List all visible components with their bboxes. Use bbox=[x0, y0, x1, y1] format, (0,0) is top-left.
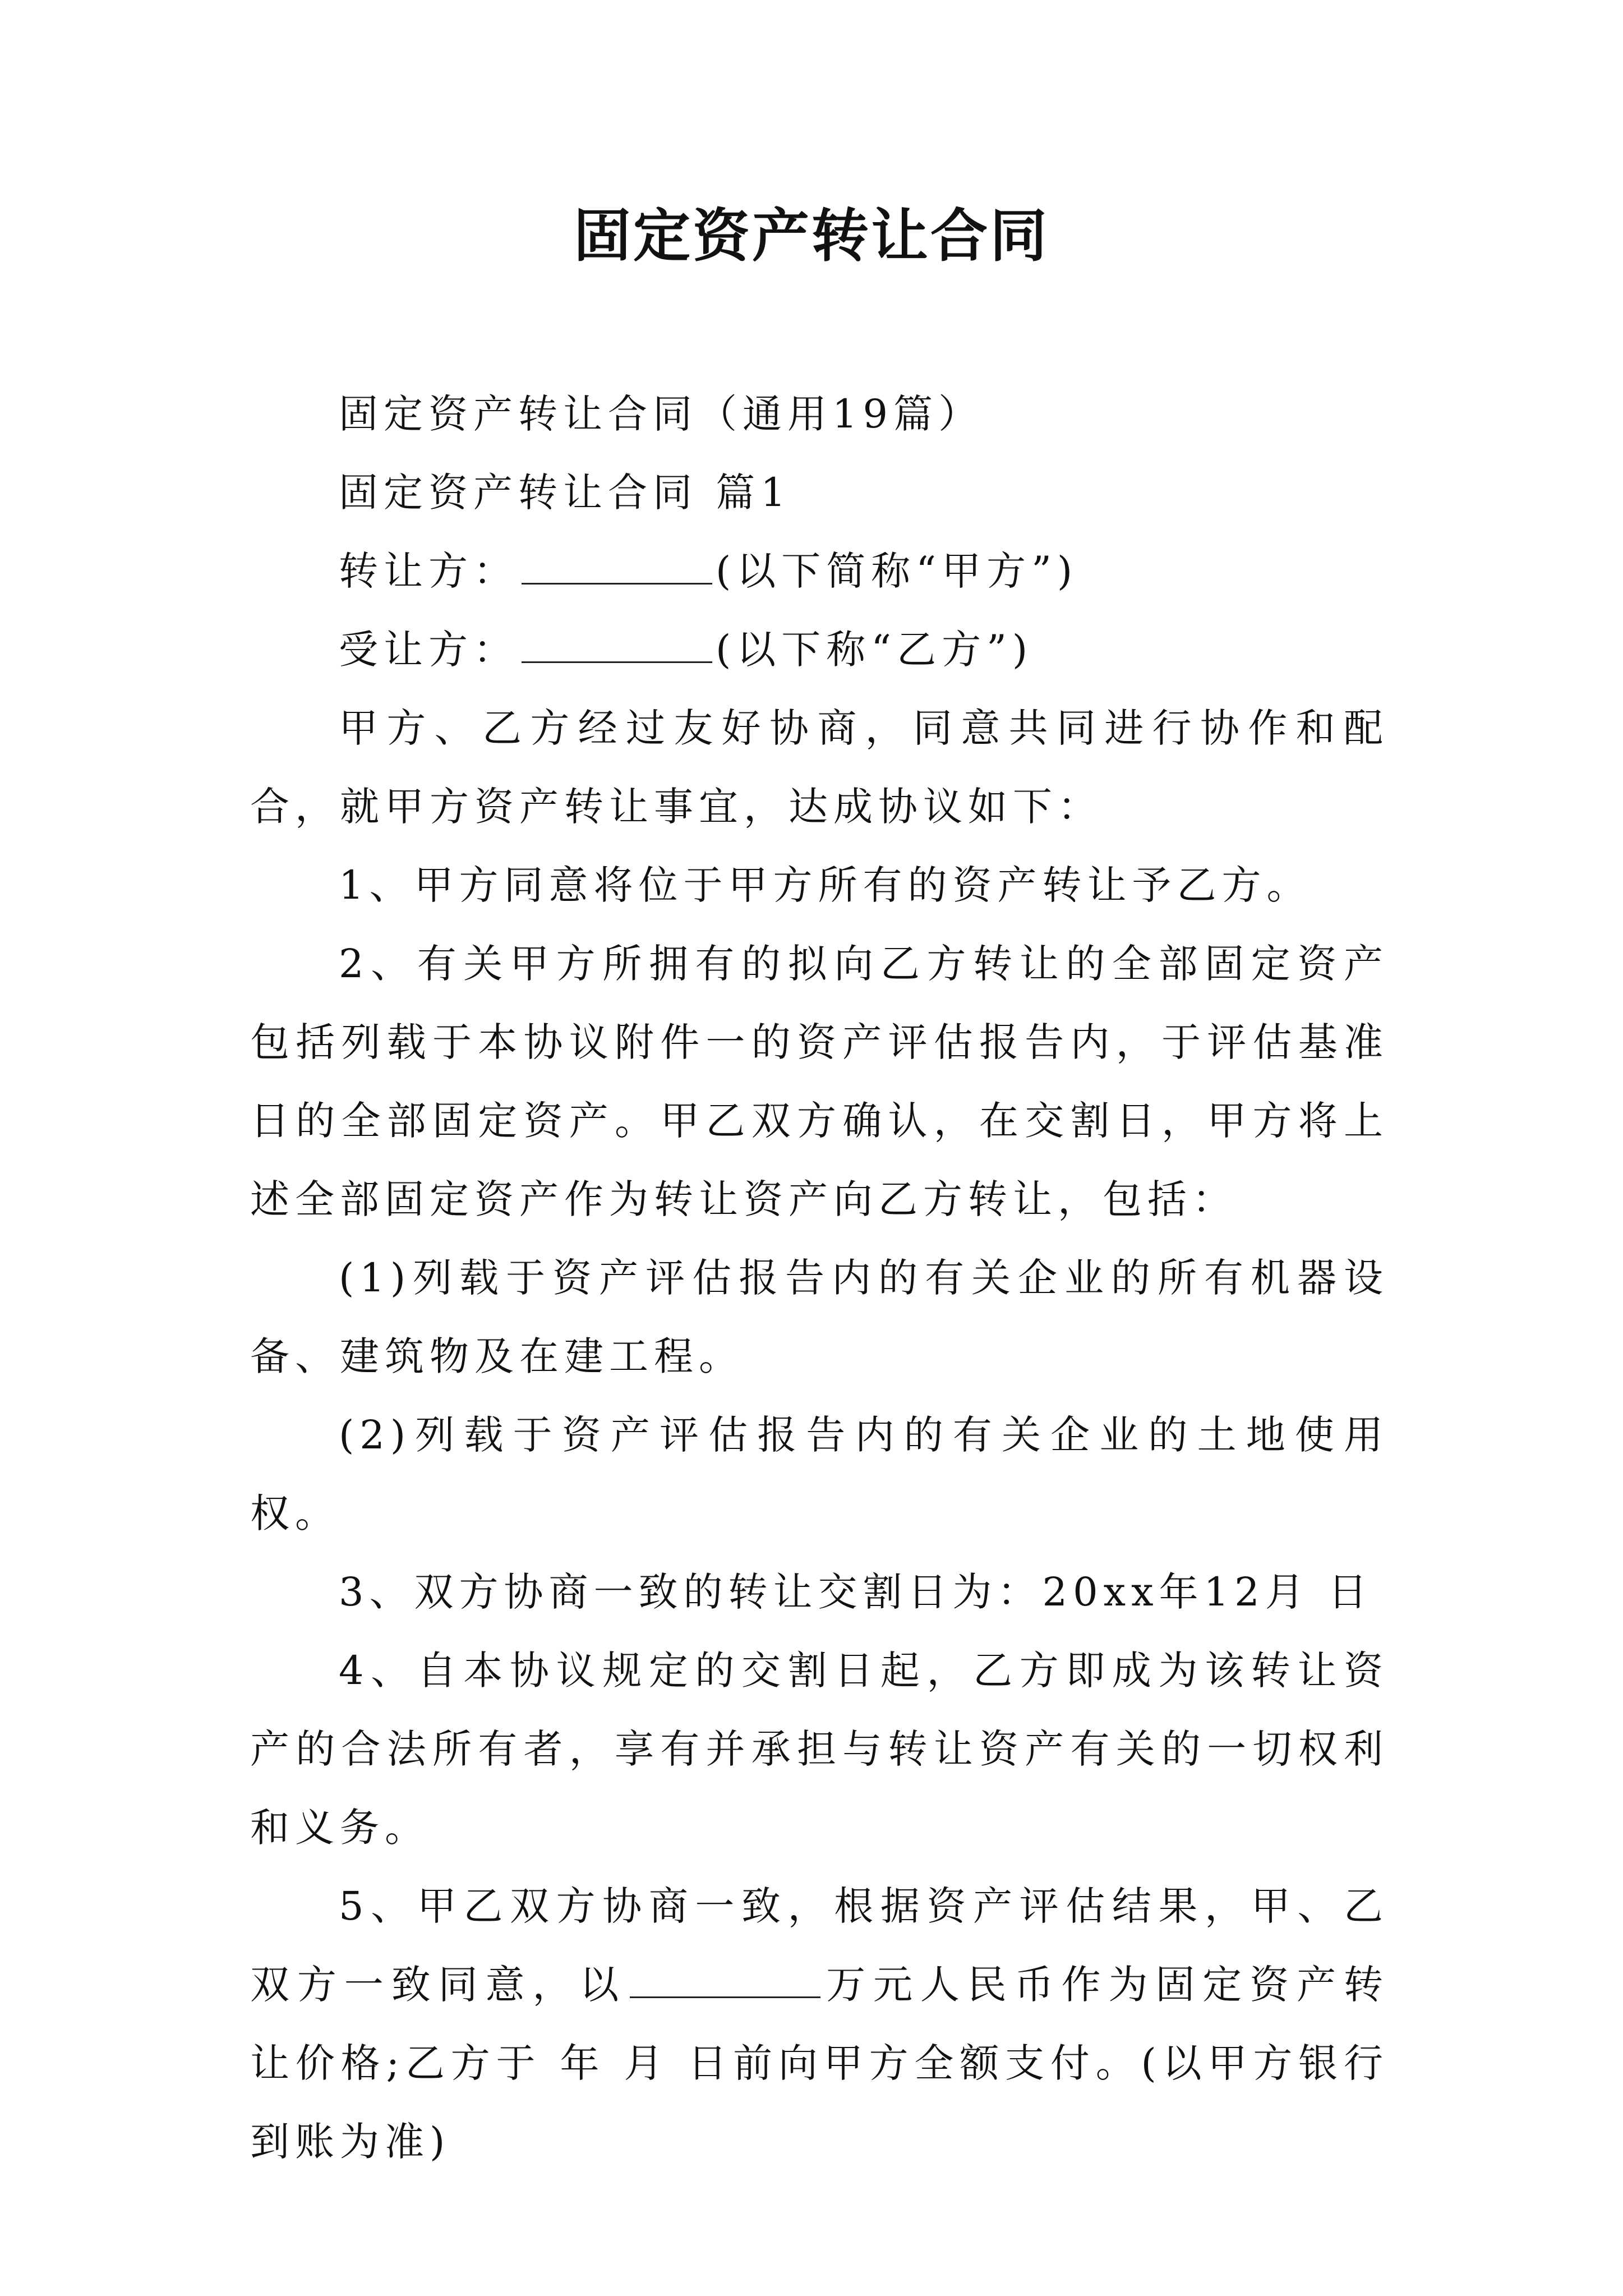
intro-paragraph: 甲方、乙方经过友好协商，同意共同进行协作和配合，就甲方资产转让事宜，达成协议如下： bbox=[250, 705, 1389, 830]
clause-5 bbox=[250, 1867, 1389, 2181]
clause-2-item-2: (2)列载于资产评估报告内的有关企业的土地使用权。 bbox=[250, 1412, 1389, 1536]
clause-5-part-1: 5、甲乙双方协商一致，根据资产评估结果，甲、乙双方一致同意，以 bbox=[250, 1883, 1389, 2008]
transferee-suffix: (以下称“乙方”) bbox=[716, 627, 1034, 673]
transferee-label: 受让方： bbox=[339, 627, 518, 673]
transferor-line bbox=[250, 532, 1389, 610]
document-subtitle: 固定资产转让合同（通用19篇） bbox=[339, 391, 984, 437]
clause-2: 2、有关甲方所拥有的拟向乙方转让的全部固定资产包括列载于本协议附件一的资产评估报告内，于评估基准日的全部固定资产。甲乙双方确认，在交割日，甲方将上述全部固定资产作为转让资产向乙方转让，包括： bbox=[250, 941, 1389, 1222]
clause-3: 3、双方协商一致的转让交割日为：20xx年12月 日 bbox=[339, 1569, 1373, 1615]
transferor-suffix: (以下简称“甲方”) bbox=[716, 548, 1078, 594]
clause-5-part-2: 万元人民币作为固定资产转让价格;乙方于 年 月 日前向甲方全额支付。(以甲方银行到账为准) bbox=[250, 1962, 1389, 2165]
section-heading: 固定资产转让合同 篇1 bbox=[339, 470, 791, 516]
clause-4: 4、自本协议规定的交割日起，乙方即成为该转让资产的合法所有者，享有并承担与转让资产有关的一切权利和义务。 bbox=[250, 1648, 1389, 1851]
document-body bbox=[250, 375, 1389, 2181]
price-blank bbox=[630, 1963, 820, 1998]
clause-1: 1、甲方同意将位于甲方所有的资产转让予乙方。 bbox=[339, 862, 1312, 908]
document-title: 固定资产转让合同 bbox=[574, 203, 1049, 270]
transferee-line bbox=[250, 610, 1389, 689]
clause-2-item-1: (1)列载于资产评估报告内的有关企业的所有机器设备、建筑物及在建工程。 bbox=[250, 1255, 1389, 1379]
transferee-blank bbox=[522, 628, 712, 663]
transferor-label: 转让方： bbox=[339, 548, 518, 594]
transferor-blank bbox=[522, 549, 712, 585]
